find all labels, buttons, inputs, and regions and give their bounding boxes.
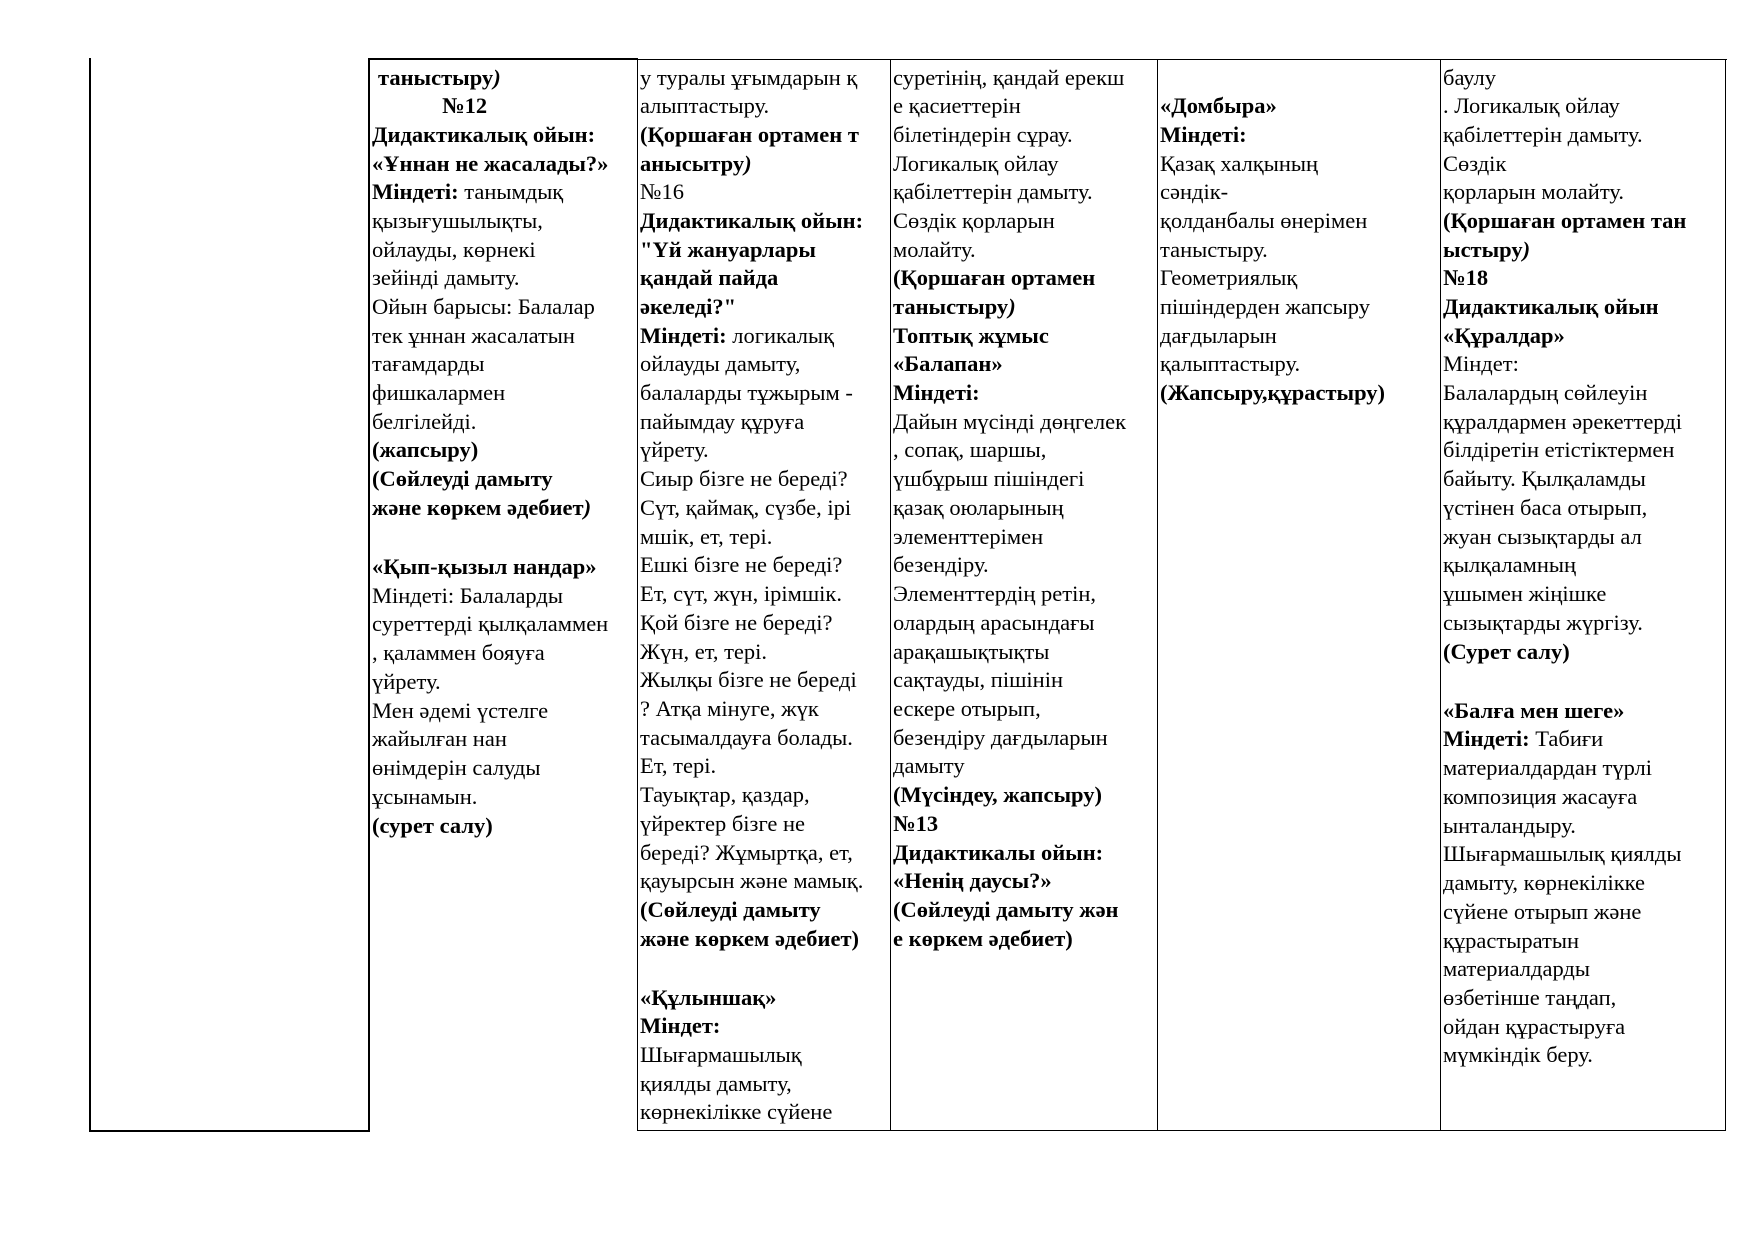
- col3-line: [893, 839, 1103, 867]
- col1-line: [372, 236, 536, 264]
- line-text: мүмкіндік беру.: [1443, 1042, 1593, 1067]
- col5-line: [1443, 350, 1519, 378]
- line-text: «Құлыншақ»: [640, 985, 777, 1010]
- col3-line: [893, 350, 1003, 378]
- line-text: "Үй жануарлары: [640, 237, 816, 262]
- line-text: Ешкі бізге не береді?: [640, 552, 843, 577]
- line-text: және көркем әдебиет: [372, 495, 584, 520]
- col5-line: [1443, 92, 1620, 120]
- line-text: Міндеті:: [640, 323, 727, 348]
- line-text: №18: [1443, 265, 1489, 290]
- col2-line: [640, 810, 805, 838]
- line-text: (Сөйлеуді дамыту: [372, 466, 553, 491]
- line-text: Міндеті:: [1443, 726, 1530, 751]
- line-text: құралдармен әрекеттерді: [1443, 409, 1682, 434]
- col3-line: [893, 925, 1073, 953]
- col2-line: [640, 465, 848, 493]
- line-text: Ет, тері.: [640, 753, 717, 778]
- col4-line: [1160, 121, 1247, 149]
- col3-line: [893, 523, 1043, 551]
- col5-line: [1443, 293, 1659, 321]
- line-text: (Сөйлеуді дамыту жән: [893, 897, 1119, 922]
- col1-line: [372, 207, 543, 235]
- col5-line: [1443, 840, 1681, 868]
- col2-line: [640, 379, 853, 407]
- line-text: суретінің, қандай ерекш: [893, 65, 1125, 90]
- col2-line: [640, 350, 800, 378]
- col2-line: [640, 150, 752, 178]
- line-text: ойлауды дамыту,: [640, 351, 801, 376]
- line-text: қабілеттерін дамыту.: [1443, 122, 1643, 147]
- col1-line: [372, 553, 597, 581]
- line-text: сызықтарды жүргізу.: [1443, 610, 1643, 635]
- line-text: таныстыру.: [1160, 237, 1268, 262]
- col1-line: [378, 64, 501, 92]
- line-text: көрнекілікке сүйене: [640, 1099, 833, 1124]
- col1-line: [372, 754, 540, 782]
- col3-line: [893, 150, 1059, 178]
- line-text: білдіретін етістіктермен: [1443, 437, 1675, 462]
- col5-line: [1443, 379, 1647, 407]
- line-text: қабілеттерін дамыту.: [893, 179, 1093, 204]
- line-text: «Балға мен шеге»: [1443, 698, 1625, 723]
- line-text: Міндеті:: [893, 380, 980, 405]
- col1-line: [372, 436, 478, 464]
- col3-line: [893, 724, 1108, 752]
- col1-line: [372, 725, 507, 753]
- col4-line: [1160, 322, 1277, 350]
- line-text: Логикалық ойлау: [893, 151, 1059, 176]
- col2-line: [640, 1070, 792, 1098]
- col3-line: [893, 638, 1049, 666]
- column-activities-5: [1441, 0, 1725, 1240]
- line-text: Ойын барысы: Балалар: [372, 294, 595, 319]
- col2-line: [640, 1041, 802, 1069]
- col5-line: [1443, 1013, 1625, 1041]
- col4-line: [1160, 178, 1228, 206]
- line-text: (сурет салу): [372, 813, 493, 838]
- line-text: материалдарды: [1443, 956, 1590, 981]
- line-text: ескере отырып,: [893, 696, 1041, 721]
- line-text: Ет, сүт, жүн, ірімшік.: [640, 581, 842, 606]
- col2-line: [640, 408, 804, 436]
- col3-line: [893, 580, 1096, 608]
- line-text: таныстыру: [893, 294, 1009, 319]
- line-text: ойдан құрастыруға: [1443, 1014, 1626, 1039]
- col5-line: [1443, 869, 1645, 897]
- col1-line: [372, 639, 545, 667]
- line-text: Шығармашылық: [640, 1042, 802, 1067]
- line-text: Міндеті:: [1160, 122, 1247, 147]
- col2-line: [640, 92, 769, 120]
- line-text: «Балапан»: [893, 351, 1003, 376]
- col2-line: [640, 121, 859, 149]
- col5-line: [1443, 322, 1565, 350]
- col1-line: [372, 465, 553, 493]
- col5-line: [1443, 178, 1624, 206]
- line-text: қауырсын және мамық.: [640, 868, 864, 893]
- line-text: Қой бізге не береді?: [640, 610, 833, 635]
- line-text: ойлауды, көрнекі: [372, 237, 536, 262]
- line-text: баулу: [1443, 65, 1497, 90]
- col2-line: [640, 64, 857, 92]
- line-text: әкеледі?": [640, 294, 737, 319]
- col5-line: [1443, 984, 1616, 1012]
- line-text: Дидактикалық ойын:: [372, 122, 596, 147]
- line-text: композиция жасауға: [1443, 784, 1638, 809]
- line-text: олардың арасындағы: [893, 610, 1095, 635]
- col5-line: [1443, 609, 1643, 637]
- line-text: және көркем әдебиет): [640, 926, 860, 951]
- line-text: е қасиеттерін: [893, 93, 1021, 118]
- line-text: сәндік-: [1160, 179, 1229, 204]
- col1-line: [372, 322, 575, 350]
- col5-line: [1443, 638, 1570, 666]
- col3-line: [893, 322, 1049, 350]
- line-text: №16: [640, 179, 684, 204]
- column-activities-4: [1158, 0, 1440, 1240]
- line-text: дағдыларын: [1160, 323, 1277, 348]
- line-text: Геометриялық: [1160, 265, 1298, 290]
- col1-line: [442, 92, 487, 120]
- col1-line: [372, 610, 608, 638]
- line-text: Дидактикалы ойын:: [893, 840, 1104, 865]
- line-text: жуан сызықтарды ал: [1443, 524, 1642, 549]
- col5-line: [1443, 754, 1652, 782]
- col5-line: [1443, 1041, 1593, 1069]
- line-text: Міндеті: Балаларды: [372, 583, 563, 608]
- col3-line: [893, 436, 1046, 464]
- col1-line: [372, 494, 591, 522]
- col2-line: [640, 264, 778, 292]
- column-activities-2: [638, 0, 890, 1240]
- col1-line: [372, 697, 548, 725]
- line-text: балаларды тұжырым -: [640, 380, 853, 405]
- line-text: қалыптастыру.: [1160, 351, 1301, 376]
- col5-line: [1443, 207, 1686, 235]
- col3-line: [893, 178, 1093, 206]
- col2-line: [640, 609, 832, 637]
- col2-line: [640, 781, 810, 809]
- line-text: е көркем әдебиет): [893, 926, 1073, 951]
- col3-line: [893, 551, 989, 579]
- col3-line: [893, 379, 980, 407]
- line-text: дамыту: [893, 753, 965, 778]
- table-left-border: [89, 58, 91, 1132]
- col3-line: [893, 465, 1084, 493]
- line-text: өзбетінше таңдап,: [1443, 985, 1617, 1010]
- line-rest: танымдық: [458, 179, 564, 204]
- col1-line: [372, 408, 476, 436]
- line-text: Сөздік қорларын: [893, 208, 1055, 233]
- line-text: Міндеті:: [372, 179, 459, 204]
- line-text: Міндет:: [640, 1013, 721, 1038]
- line-text: байыту. Қылқаламды: [1443, 466, 1646, 491]
- col2-line: [640, 695, 819, 723]
- col2-line: [640, 436, 709, 464]
- col4-line: [1160, 207, 1367, 235]
- col5-line: [1443, 955, 1590, 983]
- col3-line: [893, 752, 965, 780]
- col1-line: [372, 812, 493, 840]
- col3-line: [893, 293, 1016, 321]
- table-right-border: [1725, 59, 1726, 1130]
- col1-line: [372, 379, 505, 407]
- line-text: ұшымен жіңішке: [1443, 581, 1607, 606]
- col2-line: [640, 638, 767, 666]
- line-italic-suffix: ): [1008, 294, 1016, 319]
- col3-line: [893, 236, 976, 264]
- col2-line: [640, 724, 853, 752]
- table-bottom-left: [89, 1130, 369, 1132]
- col3-line: [893, 896, 1119, 924]
- col2-line: [640, 523, 772, 551]
- col4-line: [1160, 379, 1385, 407]
- line-text: үйрету.: [372, 669, 441, 694]
- line-italic-suffix: ): [493, 65, 501, 90]
- col5-line: [1443, 697, 1624, 725]
- col5-line: [1443, 783, 1637, 811]
- line-text: «Құралдар»: [1443, 323, 1565, 348]
- col3-line: [893, 666, 1063, 694]
- col3-line: [893, 408, 1126, 436]
- line-rest: Табиғи: [1529, 726, 1604, 751]
- col5-line: [1443, 436, 1674, 464]
- col3-line: [893, 207, 1055, 235]
- line-text: қиялды дамыту,: [640, 1071, 792, 1096]
- col2-line: [640, 580, 842, 608]
- line-text: Балалардың сөйлеуін: [1443, 380, 1648, 405]
- col2-line: [640, 207, 863, 235]
- line-text: Дидактикалық ойын:: [640, 208, 864, 233]
- line-text: белгілейді.: [372, 409, 477, 434]
- column-activities-3: [891, 0, 1157, 1240]
- col5-line: [1443, 580, 1606, 608]
- line-text: береді? Жұмыртқа, ет,: [640, 840, 853, 865]
- col4-line: [1160, 92, 1277, 120]
- col3-line: [893, 695, 1041, 723]
- line-text: анысытру: [640, 151, 745, 176]
- col2-line: [640, 925, 859, 953]
- line-text: , қаламмен бояуға: [372, 640, 545, 665]
- line-text: қорларын молайту.: [1443, 179, 1624, 204]
- line-text: үйректер бізге не: [640, 811, 806, 836]
- line-text: Сүт, қаймақ, сүзбе, ірі: [640, 495, 852, 520]
- line-text: материалдардан түрлі: [1443, 755, 1653, 780]
- line-text: Жүн, ет, тері.: [640, 639, 768, 664]
- col1-line: [372, 582, 563, 610]
- line-text: молайту.: [893, 237, 976, 262]
- line-text: «Ненің даусы?»: [893, 868, 1052, 893]
- col3-line: [893, 121, 1073, 149]
- line-text: элементтерімен: [893, 524, 1044, 549]
- col2-line: [640, 984, 776, 1012]
- line-text: (Жапсыру,құрастыру): [1160, 380, 1386, 405]
- line-text: Сөздік: [1443, 151, 1507, 176]
- column-activities-1: [370, 0, 637, 1240]
- line-text: (Қоршаған ортамен: [893, 265, 1096, 290]
- line-text: №12: [442, 93, 488, 118]
- line-text: жайылған нан: [372, 726, 507, 751]
- line-text: алыптастыру.: [640, 93, 770, 118]
- line-text: таныстыру: [378, 65, 494, 90]
- line-text: безендіру дағдыларын: [893, 725, 1108, 750]
- col4-line: [1160, 350, 1300, 378]
- col3-line: [893, 781, 1102, 809]
- col2-line: [640, 236, 816, 264]
- col1-line: [372, 293, 595, 321]
- col2-line: [640, 322, 834, 350]
- col2-line: [640, 896, 821, 924]
- line-text: ынталандыру.: [1443, 813, 1576, 838]
- line-text: Элементтердің ретін,: [893, 581, 1096, 606]
- line-text: Дидактикалық ойын: [1443, 294, 1659, 319]
- col1-line: [372, 668, 441, 696]
- line-text: құрастыратын: [1443, 928, 1579, 953]
- line-text: тасымалдауға болады.: [640, 725, 853, 750]
- line-text: (Сөйлеуді дамыту: [640, 897, 821, 922]
- line-text: «Қып-қызыл нандар»: [372, 554, 597, 579]
- line-text: . Логикалық ойлау: [1443, 93, 1620, 118]
- line-text: қолданбалы өнерімен: [1160, 208, 1368, 233]
- line-rest: логикалық: [726, 323, 835, 348]
- col4-line: [1160, 293, 1370, 321]
- col3-line: [893, 609, 1095, 637]
- col2-line: [640, 494, 851, 522]
- col5-line: [1443, 121, 1643, 149]
- col5-line: [1443, 264, 1488, 292]
- col1-line: [372, 121, 595, 149]
- col4-line: [1160, 264, 1297, 292]
- line-text: тек ұннан жасалатын: [372, 323, 575, 348]
- line-text: №13: [893, 811, 939, 836]
- line-text: «Ұннан не жасалады?»: [372, 151, 609, 176]
- col5-line: [1443, 927, 1579, 955]
- line-text: Дайын мүсінді дөңгелек: [893, 409, 1127, 434]
- line-text: пайымдау құруға: [640, 409, 805, 434]
- line-text: (Қоршаған ортамен т: [640, 122, 859, 147]
- col4-line: [1160, 236, 1268, 264]
- col5-line: [1443, 494, 1647, 522]
- line-text: ыстыру: [1443, 237, 1523, 262]
- col5-line: [1443, 64, 1496, 92]
- line-text: (Қоршаған ортамен тан: [1443, 208, 1687, 233]
- line-text: қылқаламның: [1443, 552, 1577, 577]
- col2-line: [640, 1012, 720, 1040]
- col2-line: [640, 1098, 832, 1126]
- col4-line: [1160, 150, 1318, 178]
- col2-line: [640, 752, 716, 780]
- line-text: зейінді дамыту.: [372, 265, 520, 290]
- col5-line: [1443, 523, 1642, 551]
- col1-line: [372, 350, 485, 378]
- line-text: ұсынамын.: [372, 784, 478, 809]
- line-text: пішіндерден жапсыру: [1160, 294, 1370, 319]
- line-text: (Мүсіндеу, жапсыру): [893, 782, 1102, 807]
- col3-line: [893, 810, 938, 838]
- line-text: Мен әдемі үстелге: [372, 698, 549, 723]
- line-text: Сиыр бізге не береді?: [640, 466, 848, 491]
- line-text: тағамдарды: [372, 351, 485, 376]
- line-text: у туралы ұғымдарын қ: [640, 65, 858, 90]
- col5-line: [1443, 465, 1646, 493]
- col1-line: [372, 178, 563, 206]
- col2-line: [640, 867, 863, 895]
- line-text: қазақ оюларының: [893, 495, 1064, 520]
- line-text: Топтық жұмыс: [893, 323, 1049, 348]
- col5-line: [1443, 408, 1682, 436]
- col5-line: [1443, 725, 1603, 753]
- line-text: мшік, ет, тері.: [640, 524, 773, 549]
- line-text: үшбұрыш пішіндегі: [893, 466, 1085, 491]
- col3-line: [893, 64, 1124, 92]
- line-text: Жылқы бізге не береді: [640, 667, 857, 692]
- col5-line: [1443, 898, 1641, 926]
- line-italic-suffix: ): [744, 151, 752, 176]
- line-text: фишкалармен: [372, 380, 506, 405]
- line-text: Қазақ халқының: [1160, 151, 1319, 176]
- line-text: Тауықтар, қаздар,: [640, 782, 810, 807]
- col5-line: [1443, 812, 1576, 840]
- line-text: Міндет:: [1443, 351, 1519, 376]
- line-text: безендіру.: [893, 552, 989, 577]
- line-text: қызығушылықты,: [372, 208, 543, 233]
- col5-line: [1443, 551, 1576, 579]
- line-text: үйрету.: [640, 437, 709, 462]
- col3-line: [893, 92, 1021, 120]
- line-text: (жапсыру): [372, 437, 479, 462]
- line-text: қандай пайда: [640, 265, 779, 290]
- line-text: Шығармашылық қиялды: [1443, 841, 1682, 866]
- line-text: дамыту, көрнекілікке: [1443, 870, 1645, 895]
- col3-line: [893, 494, 1064, 522]
- col1-line: [372, 150, 608, 178]
- col5-line: [1443, 150, 1506, 178]
- col3-line: [893, 264, 1095, 292]
- col3-line: [893, 867, 1052, 895]
- line-text: сақтауды, пішінін: [893, 667, 1063, 692]
- col2-line: [640, 839, 853, 867]
- col1-line: [372, 264, 519, 292]
- line-text: өнімдерін салуды: [372, 755, 541, 780]
- line-text: (Сурет салу): [1443, 639, 1570, 664]
- col5-line: [1443, 236, 1530, 264]
- line-text: үстінен баса отырып,: [1443, 495, 1648, 520]
- line-text: сүйене отырып және: [1443, 899, 1642, 924]
- col2-line: [640, 178, 684, 206]
- col1-line: [372, 783, 477, 811]
- line-text: ? Атқа мінуге, жүк: [640, 696, 819, 721]
- line-text: білетіндерін сұрау.: [893, 122, 1073, 147]
- line-italic-suffix: ): [583, 495, 592, 520]
- line-italic-suffix: ): [1522, 237, 1531, 262]
- line-text: «Домбыра»: [1160, 93, 1277, 118]
- col2-line: [640, 551, 842, 579]
- line-text: , сопақ, шаршы,: [893, 437, 1047, 462]
- line-text: суреттерді қылқаламмен: [372, 611, 609, 636]
- col2-line: [640, 293, 736, 321]
- col2-line: [640, 666, 857, 694]
- line-text: арақашықтықты: [893, 639, 1050, 664]
